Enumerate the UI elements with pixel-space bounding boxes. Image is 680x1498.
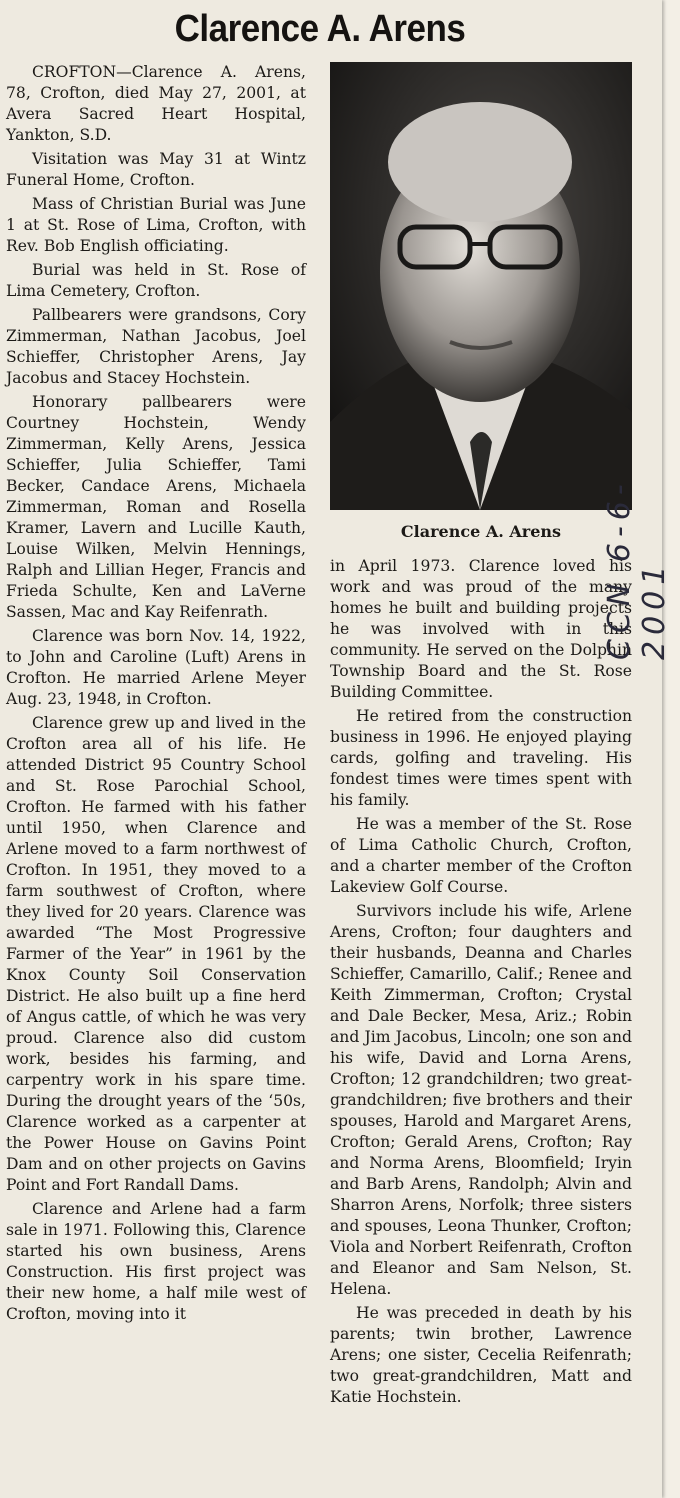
paragraph: He retired from the construction business in 1996. He enjoyed playing cards, golfing and traveling. His fondest times were times spent with his family.: [330, 707, 632, 809]
left-column: [6, 62, 306, 1328]
paragraph: CROFTON—Clarence A. Arens, 78, Crofton, died May 27, 2001, at Avera Sacred Heart Hospital, Yankton, S.D.: [6, 63, 306, 144]
paragraph: Mass of Christian Burial was June 1 at St. Rose of Lima, Crofton, with Rev. Bob English officiating.: [6, 195, 306, 255]
paragraph: Clarence was born Nov. 14, 1922, to John and Caroline (Luft) Arens in Crofton. He married Arlene Meyer Aug. 23, 1948, in Crofton.: [6, 627, 306, 708]
paragraph: He was preceded in death by his parents; twin brother, Lawrence Arens; one sister, Cecelia Reifenrath; two great-grandchildren, Matt and Katie Hochstein.: [330, 1304, 632, 1406]
paragraph: Clarence grew up and lived in the Crofton area all of his life. He attended District 95 Country School and St. Rose Parochial School, Crofton. He farmed with his father until 1950, when Clarence and Arlene moved to a farm northwest of Crofton. In 1951, they moved to a farm southwest of Crofton, where they lived for 20 years. Clarence was awarded “The Most Progressive Farmer of the Year” in 1961 by the Knox County Soil Conservation District. He also built up a fine herd of Angus cattle, of which he was very proud. Clarence also did custom work, besides his farming, and carpentry work in his spare time. During the drought years of the ‘50s, Clarence worked as a carpenter at the Power House on Gavins Point Dam and on other projects on Gavins Point and Fort Randall Dams.: [6, 714, 306, 1194]
paragraph: Clarence and Arlene had a farm sale in 1971. Following this, Clarence started his own business, Arens Construction. His first project was their new home, a half mile west of Crofton, moving into it: [6, 1200, 306, 1323]
right-column: [330, 556, 632, 1411]
headline: Clarence A. Arens: [174, 8, 466, 50]
paragraph: He was a member of the St. Rose of Lima Catholic Church, Crofton, and a charter member of the Crofton Lakeview Golf Course.: [330, 815, 632, 896]
paragraph: Survivors include his wife, Arlene Arens, Crofton; four daughters and their husbands, Deanna and Charles Schieffer, Camarillo, Calif.; Renee and Keith Zimmerman, Crofton; Crystal and Dale Becker, Mesa, Ariz.; Robin and Jim Jacobus, Lincoln; one son and his wife, David and Lorna Arens, Crofton; 12 grandchildren; two great-grandchildren; five brothers and their spouses, Harold and Margaret Arens, Crofton; Gerald Arens, Crofton; Ray and Norma Arens, Bloomfield; Iryin and Barb Arens, Randolph; Alvin and Sharron Arens, Norfolk; three sisters and spouses, Leona Thunker, Crofton; Viola and Norbert Reifenrath, Crofton and Eleanor and Sam Nelson, St. Helena.: [330, 902, 632, 1298]
paragraph: Burial was held in St. Rose of Lima Cemetery, Crofton.: [6, 261, 306, 300]
portrait-image: [330, 62, 632, 510]
portrait-photo: [330, 62, 632, 510]
handwritten-date-note: CCN 6-6-2001: [602, 478, 672, 660]
paragraph: Honorary pallbearers were Courtney Hochstein, Wendy Zimmerman, Kelly Arens, Jessica Schieffer, Julia Schieffer, Tami Becker, Candace Arens, Michaela Zimmerman, Roman and Rosella Kramer, Lavern and Lucille Kauth, Louise Wilken, Melvin Hennings, Ralph and Lillian Heger, Francis and Frieda Schulte, Ken and LaVerne Sassen, Mac and Kay Reifenrath.: [6, 393, 306, 621]
paragraph: Pallbearers were grandsons, Cory Zimmerman, Nathan Jacobus, Joel Schieffer, Christopher Arens, Jay Jacobus and Stacey Hochstein.: [6, 306, 306, 387]
paragraph: Visitation was May 31 at Wintz Funeral Home, Crofton.: [6, 150, 306, 189]
paragraph: in April 1973. Clarence loved his work and was proud of the many homes he built and building projects he was involved with in this community. He served on the Dolphin Township Board and the St. Rose Building Committee.: [330, 557, 632, 701]
photo-caption: Clarence A. Arens: [400, 522, 562, 541]
